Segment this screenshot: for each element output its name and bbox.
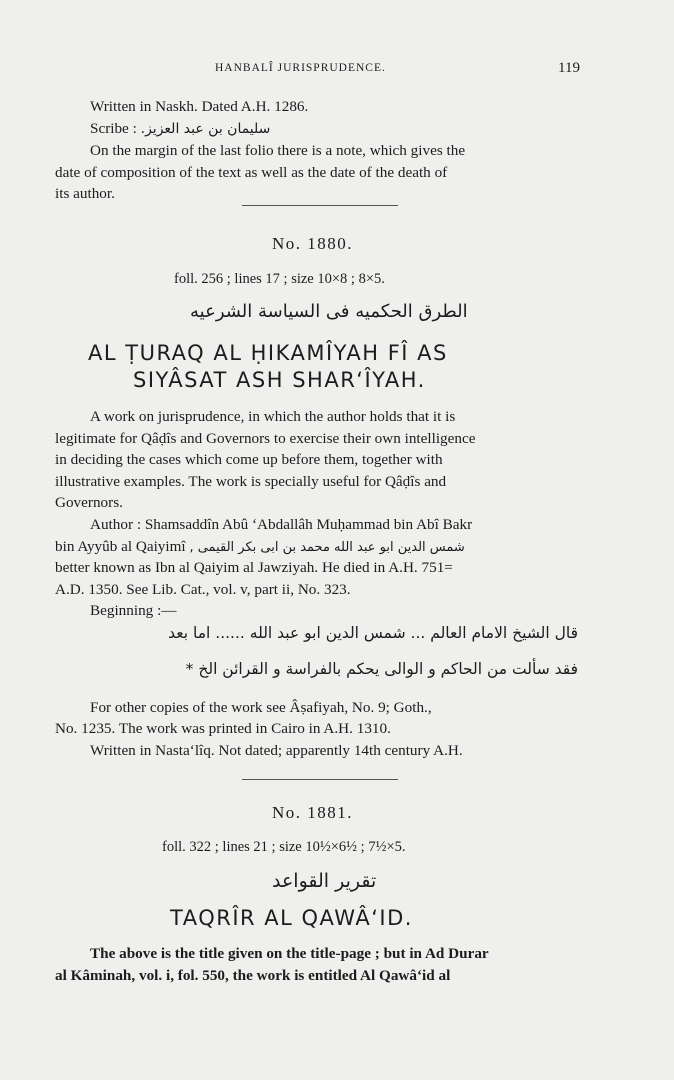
running-header: HANBALÎ JURISPRUDENCE.: [215, 62, 386, 74]
entry-1881-foll: foll. 322 ; lines 21 ; size 10½×6½ ; 7½×5.: [162, 839, 406, 855]
entry-1880-foll: foll. 256 ; lines 17 ; size 10×8 ; 8×5.: [174, 271, 385, 287]
entry-1881-desc-2: al Kâminah, vol. i, fol. 550, the work is entitled Al Qawâ‘id al: [55, 967, 451, 984]
entry-number-1880: No. 1880.: [272, 234, 354, 253]
entry-1880-author-2: [55, 536, 465, 558]
entry-1880-author-1: Author : Shamsaddîn Abû ‘Abdallâh Muḥammad bin Abî Bakr: [90, 516, 473, 533]
entry-1880-copies-2: No. 1235. The work was printed in Cairo in A.H. 1310.: [55, 720, 391, 737]
entry-1880-author-3: better known as Ibn al Qaiyim al Jawziyah. He died in A.H. 751=: [55, 559, 453, 576]
entry-1881-title: TAQRÎR AL QAWÂ‘ID.: [170, 906, 413, 930]
prev-entry-note-3: its author.: [55, 185, 115, 202]
beginning-arabic-2: فقد سألت من الحاکم و الوالی یحکم بالفراسة و القرائن الخ *: [185, 660, 578, 678]
author-name-start: bin Ayyûb al Qaiyimî: [55, 538, 186, 555]
section-divider: [242, 779, 398, 780]
entry-1880-title-1: AL ṬURAQ AL ḤIKAMÎYAH FÎ AS: [88, 341, 448, 365]
beginning-arabic-1: قال الشیخ الامام العالم ... شمس الدین ابو عبد الله ...... اما بعد: [168, 624, 578, 642]
scribe-arabic: سلیمان بن عبد العزیز.: [140, 121, 271, 137]
entry-1880-desc-4: illustrative examples. The work is specially useful for Qâḍîs and: [55, 473, 447, 490]
entry-1880-author-4: A.D. 1350. See Lib. Cat., vol. v, part ii, No. 323.: [55, 581, 351, 598]
scribe-label: Scribe :: [90, 120, 137, 137]
entry-1880-title-2: SIYÂSAT ASH SHAR‘ÎYAH.: [133, 368, 426, 392]
entry-1881-desc-1: The above is the title given on the title-page ; but in Ad Durar: [90, 945, 489, 962]
entry-number-1881: No. 1881.: [272, 803, 354, 822]
entry-1880-copies-3: Written in Nasta‘lîq. Not dated; apparently 14th century A.H.: [90, 742, 463, 759]
beginning-label: Beginning :—: [90, 602, 177, 619]
prev-entry-note-2: date of composition of the text as well as the date of the death of: [55, 164, 448, 181]
entry-1880-copies-1: For other copies of the work see Âṣafiyah, No. 9; Goth.,: [90, 699, 432, 716]
prev-entry-script-line: Written in Naskh. Dated A.H. 1286.: [90, 98, 309, 115]
prev-entry-note-1: On the margin of the last folio there is a note, which gives the: [90, 142, 466, 159]
page-number: 119: [558, 60, 580, 76]
entry-1880-desc-3: in deciding the cases which come up before them, together with: [55, 451, 443, 468]
author-arabic: شمس الدین ابو عبد الله محمد بن ابی بکر القیمی ,: [189, 540, 465, 555]
section-divider: [242, 205, 398, 206]
entry-1881-arabic-title: تقریر القواعد: [272, 870, 377, 892]
entry-1880-desc-1: A work on jurisprudence, in which the author holds that it is: [90, 408, 456, 425]
entry-1880-desc-2: legitimate for Qâḍîs and Governors to exercise their own intelligence: [55, 430, 476, 447]
prev-entry-scribe-line: [90, 118, 270, 140]
entry-1880-arabic-title: الطرق الحکمیه فی السیاسة الشرعیه: [190, 301, 468, 322]
entry-1880-desc-5: Governors.: [55, 494, 123, 511]
